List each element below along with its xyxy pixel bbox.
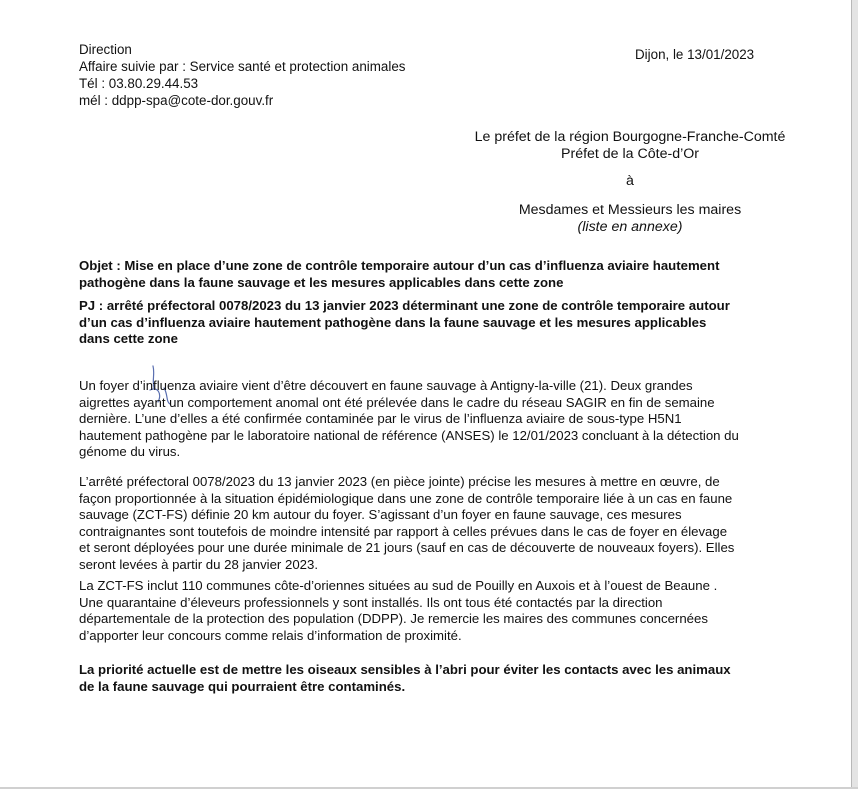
paragraph-line: dernière. L’une d’elles a été confirmée contaminée par le virus de l’influenza aviaire de sous-type H5N1: [79, 411, 682, 427]
paragraph-line: Une quarantaine d’éleveurs professionnels y sont installés. Ils ont tous été contactés par la direction: [79, 594, 663, 610]
paragraph-line: aigrettes ayant un comportement anomal ont été prélevée dans le cadre du réseau SAGIR en fin de semaine: [79, 394, 715, 410]
paragraph-line: sauvage (ZCT-FS) définie 20 km autour du foyer. S’agissant d’un foyer en faune sauvage, ces mesures: [79, 507, 682, 523]
sender-phone: Tél : 03.80.29.44.53: [79, 76, 199, 91]
attachment-line-3: dans cette zone: [79, 331, 178, 346]
prefect-title-region: Le préfet de la région Bourgogne-Franche-Comté: [474, 129, 786, 145]
paragraph-decree: [79, 474, 791, 574]
paragraph-line: Un foyer d’influenza aviaire vient d’être découvert en faune sauvage à Antigny-la-ville (21). Deux grandes: [79, 378, 693, 393]
attachment-line: [79, 298, 779, 348]
paragraph-line: façon proportionnée à la situation épidémiologique dans une zone de contrôle temporaire liée à un cas en faune: [79, 490, 733, 506]
prefect-title-department: Préfet de la Côte-d’Or: [561, 146, 699, 162]
paragraph-line: seront levées à partir du 28 janvier 2023.: [79, 556, 318, 572]
page-edge-shadow: [852, 0, 858, 789]
recipient-addressee: Mesdames et Messieurs les maires: [518, 202, 742, 218]
attachment-line-2: d’un cas d’influenza aviaire hautement pathogène dans la faune sauvage et les mesures applicables: [79, 314, 707, 330]
recipient-annex-note: (liste en annexe): [577, 219, 683, 235]
attachment-line-1: PJ : arrêté préfectoral 0078/2023 du 13 janvier 2023 déterminant une zone de contrôle temporaire autour: [79, 298, 730, 313]
paragraph-line: La ZCT-FS inclut 110 communes côte-d’oriennes situées au sud de Pouilly en Auxois et à l’ouest de Beaune .: [79, 578, 718, 593]
paragraph-line: et seront déployées pour une durée minimale de 21 jours (sauf en cas de découverte de nouveaux foyers). Elles: [79, 540, 735, 556]
paragraph-line: d’apporter leur concours comme relais d’information de proximité.: [79, 627, 462, 643]
sender-service: Affaire suivie par : Service santé et protection animales: [79, 59, 406, 74]
sender-contact-block: [79, 41, 406, 109]
sender-direction: Direction: [79, 42, 132, 57]
subject-line-2: pathogène dans la faune sauvage et les mesures applicables dans cette zone: [79, 274, 564, 290]
paragraph-line: La priorité actuelle est de mettre les oiseaux sensibles à l’abri pour éviter les contacts avec les animaux: [79, 662, 731, 677]
paragraph-line: de la faune sauvage qui pourraient être contaminés.: [79, 678, 406, 694]
paragraph-line: contraignantes sont toutefois de moindre intensité par rapport à celles prévues dans le cas de foyer en élevage: [79, 523, 728, 539]
letter-date: Dijon, le 13/01/2023: [635, 47, 755, 62]
paragraph-line: génome du virus.: [79, 444, 181, 460]
subject-line-1: Objet : Mise en place d’une zone de contrôle temporaire autour d’un cas d’influenza aviaire hautement: [79, 258, 720, 273]
subject-line: [79, 258, 779, 291]
recipient-to: à: [626, 173, 634, 189]
sender-email: mél : ddpp-spa@cote-dor.gouv.fr: [79, 93, 274, 108]
paragraph-outbreak: [79, 378, 791, 461]
paragraph-zone: [79, 578, 791, 644]
paragraph-line: hautement pathogène par le laboratoire national de référence (ANSES) le 12/01/2023 concluant à la détection du: [79, 427, 739, 443]
paragraph-priority: [79, 662, 799, 695]
paragraph-line: L’arrêté préfectoral 0078/2023 du 13 janvier 2023 (en pièce jointe) précise les mesures à mettre en œuvre, de: [79, 474, 720, 489]
paragraph-line: départementale de la protection des population (DDPP). Je remercie les maires des communes concernées: [79, 611, 708, 627]
